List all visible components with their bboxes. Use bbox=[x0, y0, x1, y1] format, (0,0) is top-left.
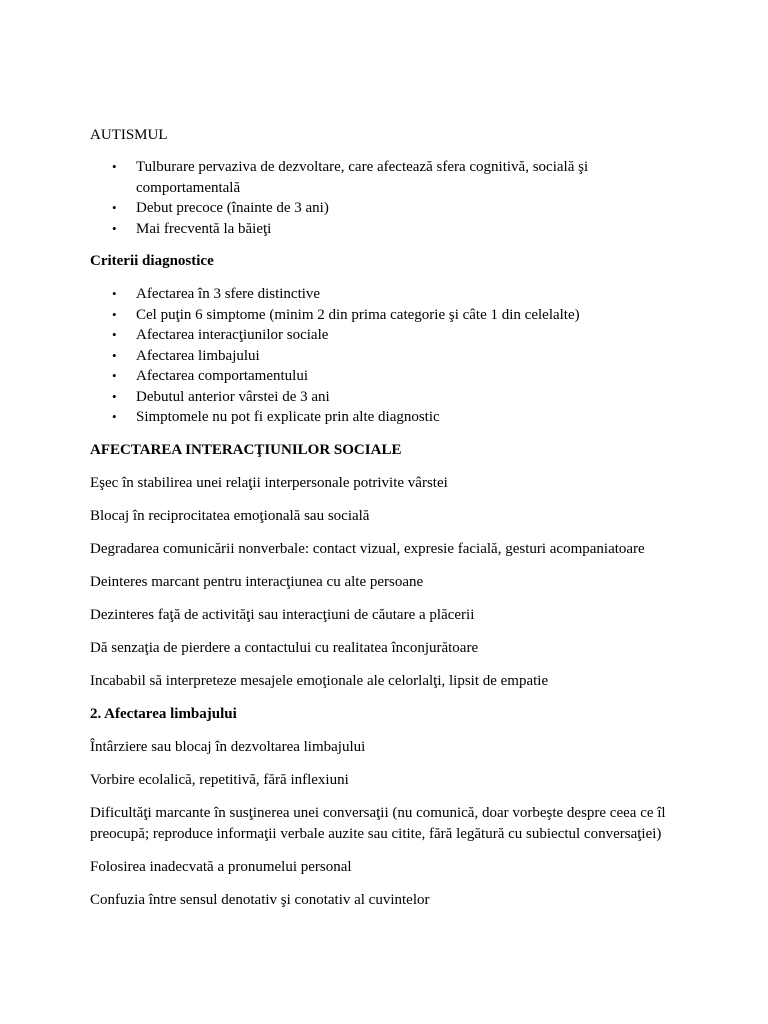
language-item: Folosirea inadecvată a pronumelui personal bbox=[90, 858, 352, 875]
bullet-icon: • bbox=[112, 306, 117, 322]
social-item: Degradarea comunicării nonverbale: contact vizual, expresie facială, gesturi acompaniatoare bbox=[90, 540, 645, 557]
list-item-text: Debutul anterior vârstei de 3 ani bbox=[136, 388, 330, 405]
criteria-heading: Criterii diagnostice bbox=[90, 253, 214, 269]
list-item bbox=[90, 407, 690, 428]
social-item: Dezinteres faţă de activităţi sau interacţiuni de căutare a plăcerii bbox=[90, 606, 475, 623]
list-item bbox=[90, 366, 690, 387]
social-heading: AFECTAREA INTERACŢIUNILOR SOCIALE bbox=[90, 441, 402, 458]
document-title: AUTISMUL bbox=[90, 127, 168, 143]
social-item: Dă senzaţia de pierdere a contactului cu realitatea înconjurătoare bbox=[90, 639, 479, 656]
bullet-icon: • bbox=[112, 409, 117, 424]
bullet-icon: • bbox=[112, 327, 117, 342]
list-item-text: Simptomele nu pot fi explicate prin alte diagnostic bbox=[136, 409, 440, 425]
language-item: Confuzia între sensul denotativ şi conotativ al cuvintelor bbox=[90, 891, 430, 908]
list-item-text: Tulburare pervaziva de dezvoltare, care afectează sfera cognitivă, socială şi comportamentală bbox=[136, 159, 589, 196]
social-item: Blocaj în reciprocitatea emoţională sau socială bbox=[90, 507, 370, 524]
list-item bbox=[90, 157, 690, 198]
list-item bbox=[90, 219, 690, 240]
intro-bullet-list bbox=[90, 157, 690, 239]
language-item: Vorbire ecolalică, repetitivă, fără inflexiuni bbox=[90, 771, 349, 788]
list-item-text: Afectarea în 3 sfere distinctive bbox=[136, 286, 321, 302]
list-item-text: Cel puţin 6 simptome (minim 2 din prima categorie şi câte 1 din celelalte) bbox=[136, 306, 580, 323]
list-item-text: Afectarea interacţiunilor sociale bbox=[136, 327, 329, 343]
bullet-icon: • bbox=[112, 368, 117, 383]
list-item bbox=[90, 284, 690, 305]
list-item-text: Afectarea comportamentului bbox=[136, 368, 309, 384]
list-item-text: Mai frecventă la băieţi bbox=[136, 220, 272, 237]
list-item bbox=[90, 325, 690, 346]
bullet-icon: • bbox=[112, 388, 117, 404]
social-item: Incababil să interpreteze mesajele emoţionale ale celorlalţi, lipsit de empatie bbox=[90, 672, 549, 689]
bullet-icon: • bbox=[112, 286, 117, 301]
social-item: Eşec în stabilirea unei relaţii interpersonale potrivite vârstei bbox=[90, 474, 448, 491]
bullet-icon: • bbox=[112, 159, 117, 174]
criteria-bullet-list bbox=[90, 284, 690, 428]
bullet-icon: • bbox=[112, 200, 117, 215]
list-item-text: Debut precoce (înainte de 3 ani) bbox=[136, 200, 329, 216]
language-item: Întârziere sau blocaj în dezvoltarea limbajului bbox=[90, 738, 366, 755]
social-item: Deinteres marcant pentru interacţiunea cu alte persoane bbox=[90, 573, 424, 590]
bullet-icon: • bbox=[112, 347, 117, 363]
list-item bbox=[90, 198, 690, 219]
list-item bbox=[90, 346, 690, 367]
list-item-text: Afectarea limbajului bbox=[136, 347, 260, 364]
language-item: Dificultăţi marcante în susţinerea unei conversaţii (nu comunică, doar vorbeşte despre ceea ce îl preocupă; reproduce informaţii verbale auzite sau citite, fără legătură cu subiectul conversaţiei) bbox=[90, 804, 666, 842]
bullet-icon: • bbox=[112, 220, 117, 236]
document-page bbox=[90, 125, 690, 923]
list-item bbox=[90, 387, 690, 408]
list-item bbox=[90, 305, 690, 326]
language-heading: 2. Afectarea limbajului bbox=[90, 705, 237, 722]
